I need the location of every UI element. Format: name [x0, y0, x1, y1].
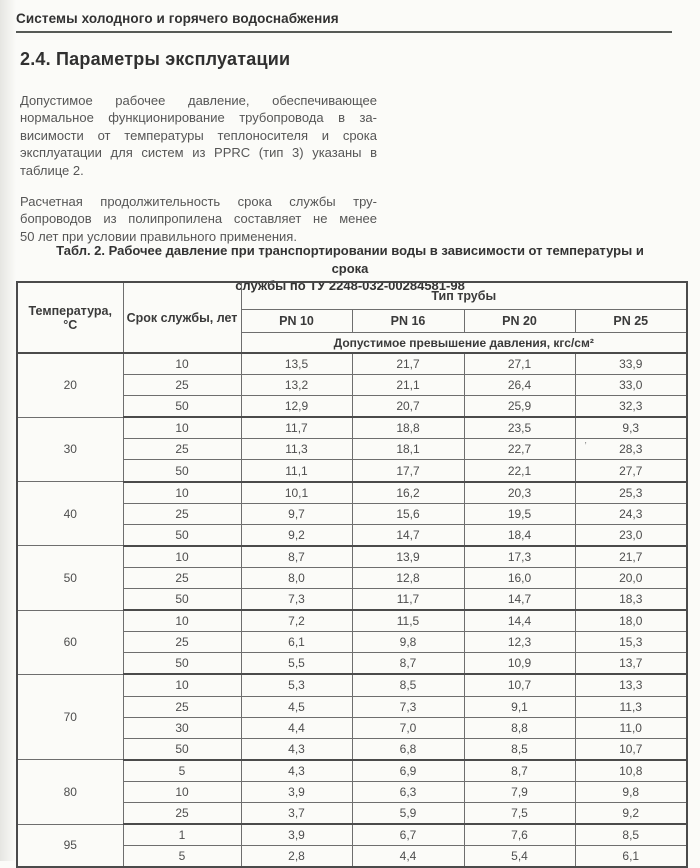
pressure-value-cell: 15,3 [575, 632, 687, 653]
pressure-value-cell: 14,4 [464, 610, 575, 632]
pressure-value-cell: 4,3 [241, 738, 352, 760]
paragraph-line: висимости от температуры теплоносителя и срока [20, 127, 377, 143]
pressure-table [16, 281, 688, 868]
paragraph-line: 50 лет при условии правильного применения. [20, 228, 297, 244]
pressure-value-cell: 33,9 [575, 353, 687, 375]
pressure-value-cell: 8,5 [464, 738, 575, 760]
pressure-value-cell: 9,3 [575, 417, 687, 439]
pressure-value-cell: 9,7 [241, 503, 352, 524]
temperature-cell: 95 [17, 824, 123, 867]
pressure-value-cell: 15,6 [352, 503, 464, 524]
service-life-cell: 50 [123, 653, 241, 675]
pressure-value-cell: 18,1 [352, 439, 464, 460]
pressure-value-cell: 18,8 [352, 417, 464, 439]
header-pn-20: PN 20 [464, 310, 575, 333]
service-life-cell: 10 [123, 610, 241, 632]
temperature-cell: 80 [17, 760, 123, 824]
table-header [17, 282, 687, 353]
service-life-cell: 30 [123, 717, 241, 738]
pressure-value-cell: 4,4 [241, 717, 352, 738]
pressure-value-cell: 7,2 [241, 610, 352, 632]
pressure-value-cell: 5,9 [352, 802, 464, 824]
service-life-cell: 10 [123, 353, 241, 375]
temperature-cell: 20 [17, 353, 123, 417]
pressure-value-cell: 23,0 [575, 524, 687, 546]
service-life-cell: 50 [123, 396, 241, 418]
pressure-value-cell: 11,7 [352, 589, 464, 611]
header-service-life: Срок службы, лет [123, 282, 241, 353]
header-pn-16: PN 16 [352, 310, 464, 333]
section-title: 2.4. Параметры эксплуатации [20, 49, 291, 69]
pressure-value-cell: 7,9 [464, 781, 575, 802]
table-row [17, 417, 687, 439]
pressure-value-cell: 7,0 [352, 717, 464, 738]
pressure-value-cell: 18,3 [575, 589, 687, 611]
table-row [17, 482, 687, 504]
header-pn-10: PN 10 [241, 310, 352, 333]
pressure-value-cell: 8,7 [464, 760, 575, 782]
pressure-value-cell: 20,0 [575, 567, 687, 588]
pressure-value-cell: 13,9 [352, 546, 464, 568]
paragraph-line: Расчетная продолжительность срока службы тру- [20, 194, 377, 210]
header-pressure-note: Допустимое превышение давления, кгс/см² [241, 333, 687, 354]
pressure-value-cell: 9,2 [575, 802, 687, 824]
body-text [20, 92, 377, 259]
pressure-value-cell: 27,7 [575, 460, 687, 482]
pressure-value-cell: 11,3 [575, 696, 687, 717]
paragraph-2 [20, 193, 377, 245]
pressure-value-cell: 25,3 [575, 482, 687, 504]
service-life-cell: 25 [123, 503, 241, 524]
pressure-value-cell: 6,1 [241, 632, 352, 653]
pressure-value-cell: 7,5 [464, 802, 575, 824]
pressure-value-cell: 7,6 [464, 824, 575, 846]
pressure-value-cell: 8,8 [464, 717, 575, 738]
pressure-value-cell: 21,1 [352, 375, 464, 396]
pressure-value-cell: 6,8 [352, 738, 464, 760]
service-life-cell: 25 [123, 632, 241, 653]
pressure-value-cell: 11,3 [241, 439, 352, 460]
pressure-value-cell: 3,7 [241, 802, 352, 824]
pressure-value-cell: 22,7 [464, 439, 575, 460]
pressure-value-cell: 20,3 [464, 482, 575, 504]
pressure-value-cell: 26,4 [464, 375, 575, 396]
pressure-value-cell: 11,1 [241, 460, 352, 482]
pressure-value-cell: 32,3 [575, 396, 687, 418]
pressure-value-cell: ’ 28,3 [575, 439, 687, 460]
table-row [17, 824, 687, 846]
pressure-value-cell: 8,5 [575, 824, 687, 846]
pressure-value-cell: 23,5 [464, 417, 575, 439]
pressure-value-cell: 9,2 [241, 524, 352, 546]
paragraph-line: бопроводов из полипропилена составляет не менее [20, 211, 377, 227]
pressure-value-cell: 14,7 [352, 524, 464, 546]
pressure-value-cell: 10,8 [575, 760, 687, 782]
pressure-value-cell: 6,7 [352, 824, 464, 846]
pressure-value-cell: 10,7 [575, 738, 687, 760]
service-life-cell: 5 [123, 760, 241, 782]
pressure-value-cell: 21,7 [575, 546, 687, 568]
pressure-value-cell: 4,3 [241, 760, 352, 782]
service-life-cell: 25 [123, 802, 241, 824]
pressure-value-cell: 5,3 [241, 674, 352, 696]
paragraph-line: Допустимое рабочее давление, обеспечивающее [20, 93, 377, 108]
paragraph-line: таблице 2. [20, 162, 84, 178]
table-row [17, 760, 687, 782]
pressure-value-cell: 8,7 [352, 653, 464, 675]
service-life-cell: 50 [123, 738, 241, 760]
service-life-cell: 5 [123, 846, 241, 868]
pressure-value-cell: 13,5 [241, 353, 352, 375]
table-caption-line: службы по ТУ 2248-032-00284581-98 [235, 278, 465, 293]
header-pipe-type-group: Тип трубы [241, 282, 687, 310]
service-life-cell: 1 [123, 824, 241, 846]
pressure-value-cell: 22,1 [464, 460, 575, 482]
pressure-value-cell: 12,9 [241, 396, 352, 418]
service-life-cell: 10 [123, 482, 241, 504]
service-life-cell: 50 [123, 524, 241, 546]
service-life-cell: 10 [123, 674, 241, 696]
pressure-value-cell: 6,9 [352, 760, 464, 782]
pressure-value-cell: 7,3 [352, 696, 464, 717]
pressure-value-cell: 3,9 [241, 824, 352, 846]
pressure-value-cell: 13,3 [575, 674, 687, 696]
service-life-cell: 25 [123, 696, 241, 717]
pressure-value-cell: 6,3 [352, 781, 464, 802]
pressure-value-cell: 16,2 [352, 482, 464, 504]
pressure-value-cell: 8,5 [352, 674, 464, 696]
temperature-cell: 30 [17, 417, 123, 481]
service-life-cell: 50 [123, 589, 241, 611]
pressure-value-cell: 4,4 [352, 846, 464, 868]
pressure-value-cell: 5,5 [241, 653, 352, 675]
pressure-value-cell: 3,9 [241, 781, 352, 802]
service-life-cell: 25 [123, 567, 241, 588]
table-row [17, 353, 687, 375]
pressure-value-cell: 9,1 [464, 696, 575, 717]
pressure-value-cell: 19,5 [464, 503, 575, 524]
pressure-value-cell: 14,7 [464, 589, 575, 611]
temperature-cell: 40 [17, 482, 123, 546]
paragraph-1 [20, 92, 377, 179]
pressure-value-cell: 10,9 [464, 653, 575, 675]
pressure-value-cell: 17,3 [464, 546, 575, 568]
header-pn-25: PN 25 [575, 310, 687, 333]
scan-artifact-mark: ’ [584, 441, 587, 453]
pressure-value-cell: 25,9 [464, 396, 575, 418]
service-life-cell: 10 [123, 781, 241, 802]
pressure-value-cell: 11,5 [352, 610, 464, 632]
pressure-value-cell: 13,2 [241, 375, 352, 396]
pressure-value-cell: 7,3 [241, 589, 352, 611]
pressure-value-cell: 16,0 [464, 567, 575, 588]
pressure-value-cell: 6,1 [575, 846, 687, 868]
pressure-value-cell: 24,3 [575, 503, 687, 524]
pressure-value-cell: 10,1 [241, 482, 352, 504]
pressure-value-cell: 18,0 [575, 610, 687, 632]
service-life-cell: 10 [123, 417, 241, 439]
pressure-value-cell: 8,7 [241, 546, 352, 568]
pressure-value-cell: 10,7 [464, 674, 575, 696]
service-life-cell: 10 [123, 546, 241, 568]
table-row [17, 610, 687, 632]
pressure-value-cell: 11,7 [241, 417, 352, 439]
service-life-cell: 50 [123, 460, 241, 482]
running-header-text: Системы холодного и горячего водоснабжения [16, 11, 339, 26]
pressure-value-cell: 13,7 [575, 653, 687, 675]
running-header [16, 11, 672, 33]
service-life-cell: 25 [123, 439, 241, 460]
pressure-value-cell: 33,0 [575, 375, 687, 396]
pressure-value-cell: 5,4 [464, 846, 575, 868]
table-row [17, 674, 687, 696]
service-life-cell: 25 [123, 375, 241, 396]
header-temperature: Температура, °С [17, 282, 123, 353]
pressure-value-cell: 27,1 [464, 353, 575, 375]
pressure-value-cell: 4,5 [241, 696, 352, 717]
pressure-value-cell: 17,7 [352, 460, 464, 482]
temperature-cell: 60 [17, 610, 123, 674]
pressure-value-cell: 20,7 [352, 396, 464, 418]
temperature-cell: 50 [17, 546, 123, 610]
pressure-value-cell: 11,0 [575, 717, 687, 738]
pressure-value-cell: 21,7 [352, 353, 464, 375]
table-body [17, 353, 687, 867]
pressure-value-cell: 18,4 [464, 524, 575, 546]
pressure-value-cell: 9,8 [352, 632, 464, 653]
pressure-value-cell: 12,8 [352, 567, 464, 588]
paragraph-line: нормальное функционирование трубопровода в за- [20, 110, 377, 126]
pressure-value-cell: 2,8 [241, 846, 352, 868]
temperature-cell: 70 [17, 674, 123, 759]
pressure-value-cell: 8,0 [241, 567, 352, 588]
table-row [17, 546, 687, 568]
table-caption-line: Табл. 2. Рабочее давление при транспортировании воды в зависимости от температуры и срока [56, 243, 644, 276]
pressure-value-cell: 9,8 [575, 781, 687, 802]
pressure-value-cell: 12,3 [464, 632, 575, 653]
paragraph-line: эксплуатации для систем из PPRC (тип 3) указаны в [20, 145, 377, 161]
